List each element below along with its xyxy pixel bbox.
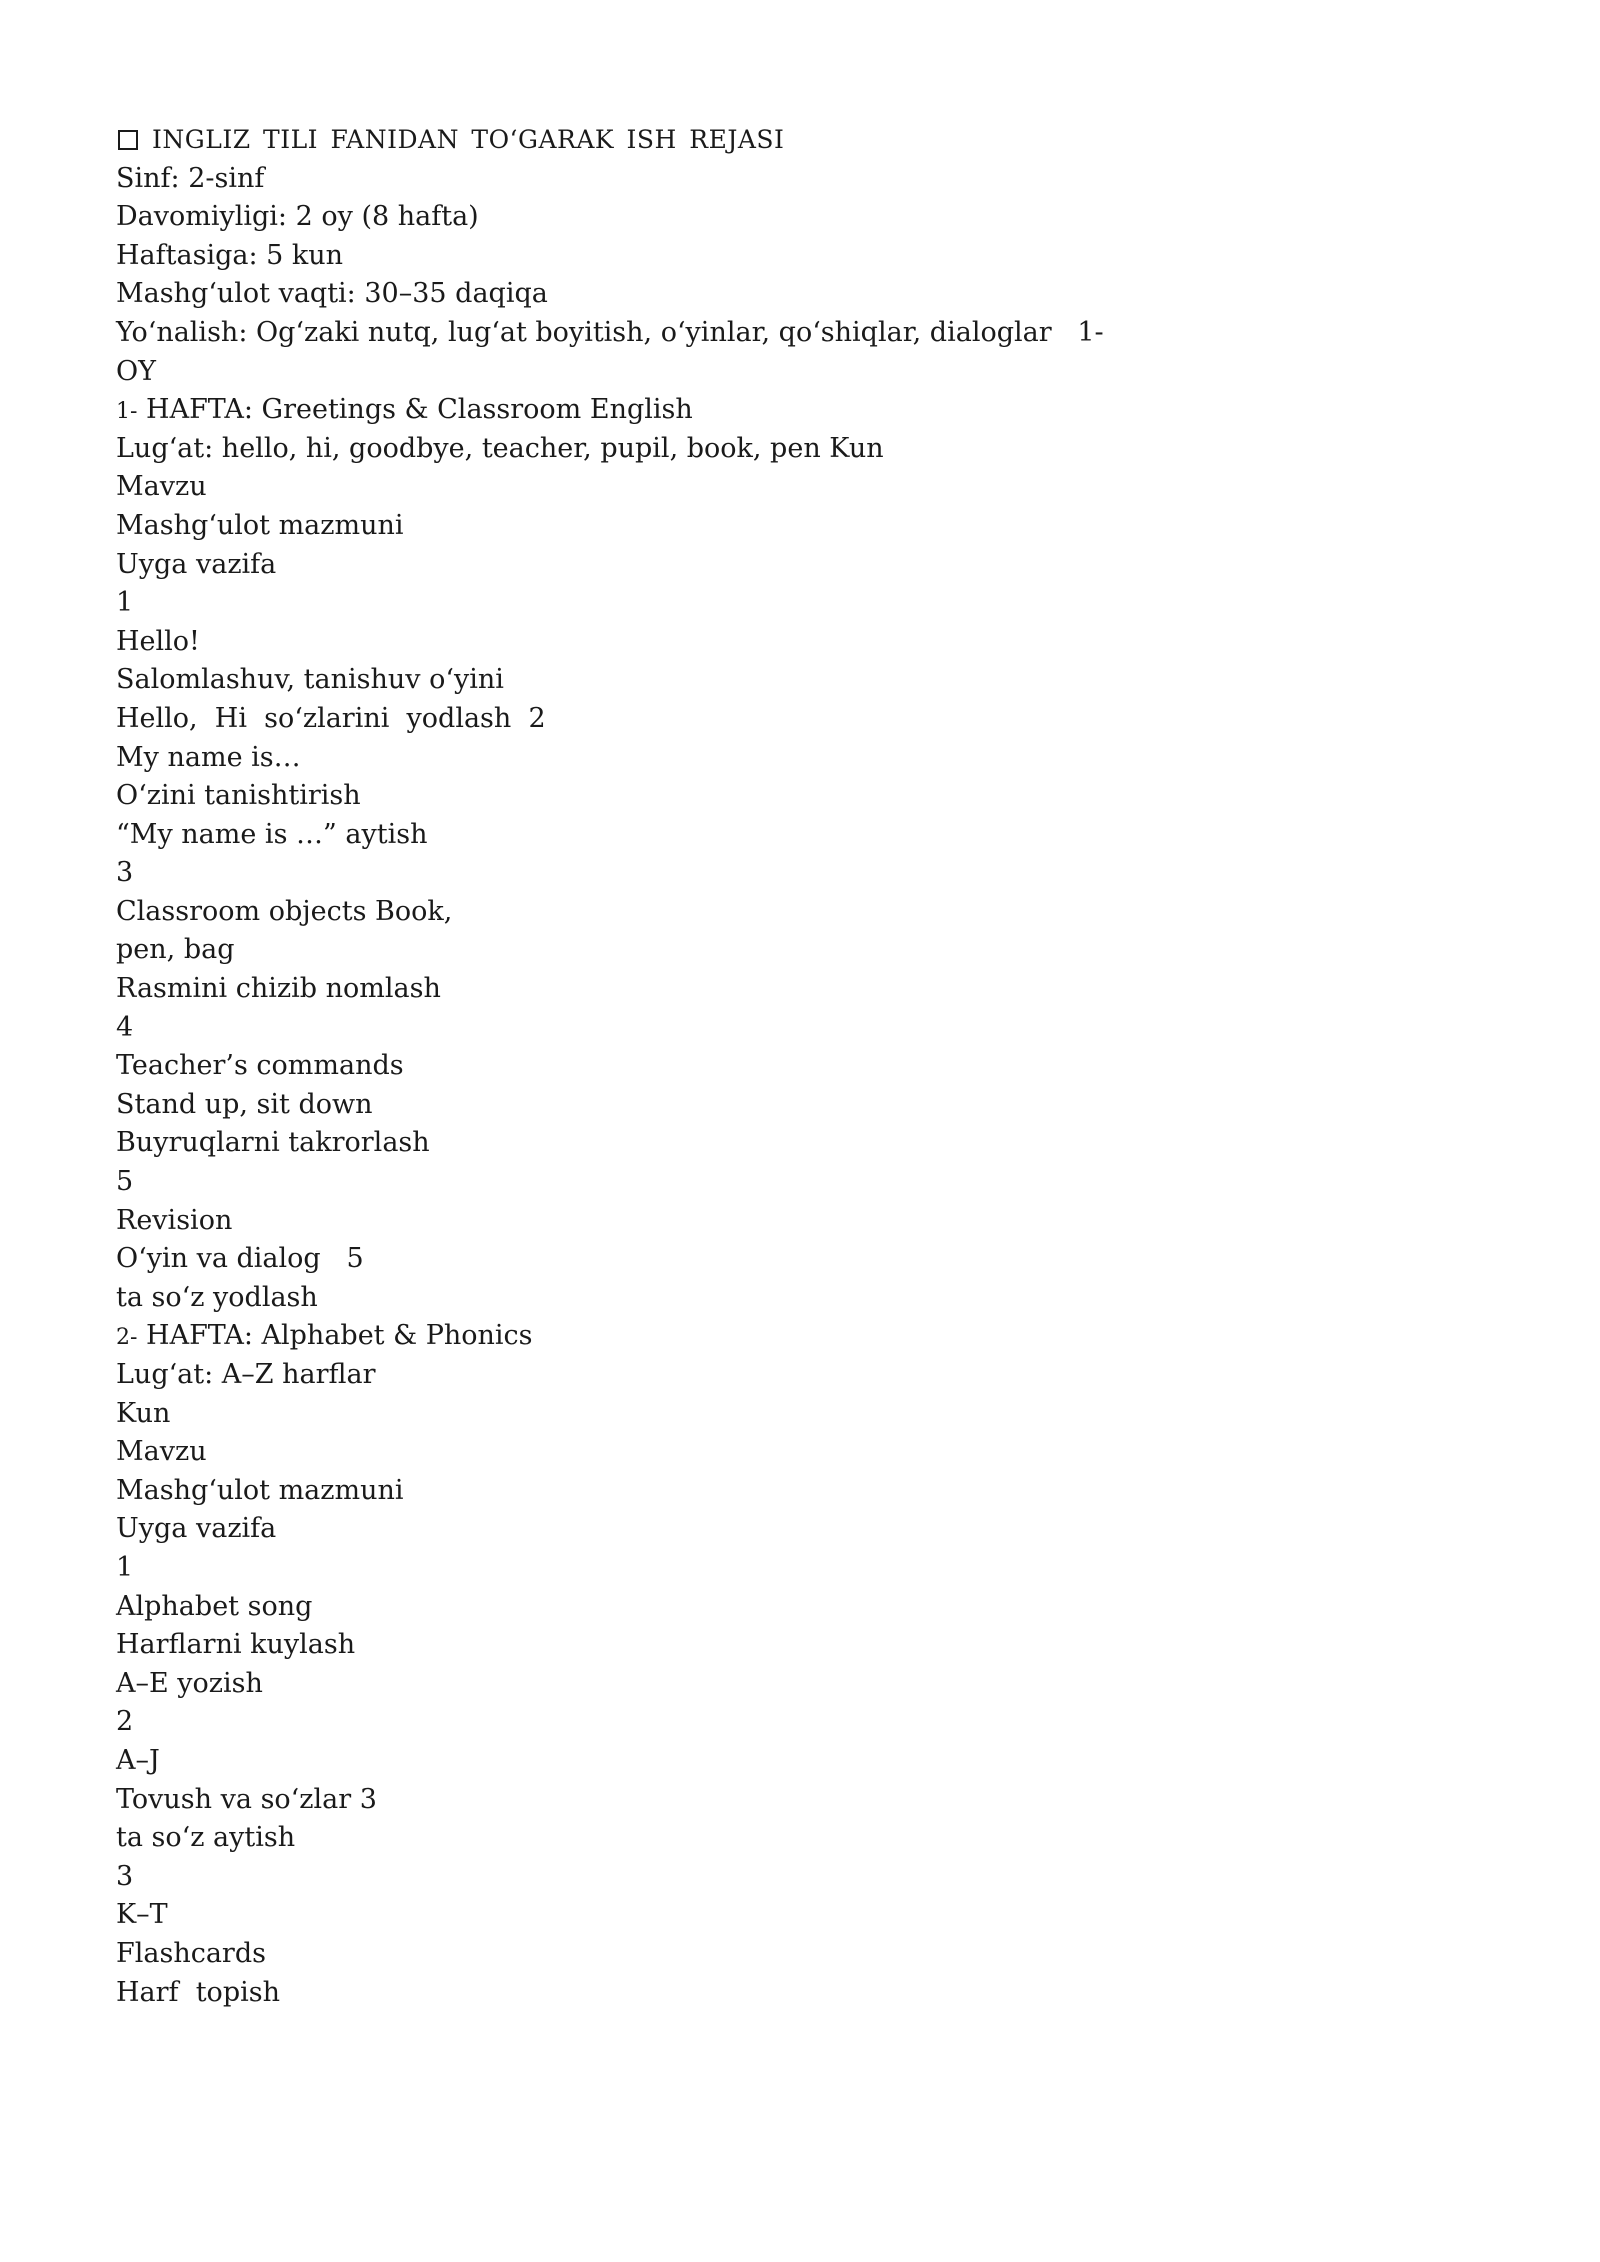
week1-heading xyxy=(116,391,1416,430)
week1-row-line: Hello, Hi so‘zlarini yodlash 2 xyxy=(116,702,546,734)
week1-row-line: O‘yin va dialog 5 xyxy=(116,1243,364,1275)
week1-row-line: 1 xyxy=(116,587,134,619)
document-body xyxy=(116,121,1416,2012)
meta-vaqt: Mashg‘ulot vaqti: 30–35 daqiqa xyxy=(116,278,548,310)
week2-col-mavzu: Mavzu xyxy=(116,1436,207,1468)
week1-col-mazmun: Mashg‘ulot mazmuni xyxy=(116,509,404,541)
week1-row-line: 3 xyxy=(116,857,134,889)
week1-heading-text: HAFTA: Greetings & Classroom English xyxy=(137,394,693,426)
week1-row-line: Classroom objects Book, xyxy=(116,895,453,927)
week2-row-line: Flashcards xyxy=(116,1937,266,1969)
week1-row-line: Rasmini chizib nomlash xyxy=(116,973,441,1005)
week1-row-line: Teacher’s commands xyxy=(116,1050,404,1082)
week2-row-line: 2 xyxy=(116,1706,134,1738)
week1-row-line: Stand up, sit down xyxy=(116,1088,373,1120)
week2-row-line: A–J xyxy=(116,1744,160,1776)
document-title: INGLIZ TILI FANIDAN TO‘GARAK ISH REJASI xyxy=(152,125,785,154)
week1-row-line: O‘zini tanishtirish xyxy=(116,780,361,812)
week2-row-line: Tovush va so‘zlar 3 xyxy=(116,1783,377,1815)
week1-row-line: My name is… xyxy=(116,741,301,773)
week2-row-line: A–E yozish xyxy=(116,1667,263,1699)
meta-haftasiga: Haftasiga: 5 kun xyxy=(116,239,344,271)
meta-yonalish: Yo‘nalish: Og‘zaki nutq, lug‘at boyitish, o‘yinlar, qo‘shiqlar, dialoglar 1- xyxy=(116,316,1104,348)
week2-row-line: 3 xyxy=(116,1860,134,1892)
week2-row-line: Harf topish xyxy=(116,1976,280,2008)
week1-number: 1- xyxy=(116,399,138,425)
week2-heading-text: HAFTA: Alphabet & Phonics xyxy=(137,1320,533,1352)
week1-col-vazifa: Uyga vazifa xyxy=(116,548,277,580)
week1-row-line: ta so‘z yodlash xyxy=(116,1281,318,1313)
week2-row-line: 1 xyxy=(116,1551,134,1583)
week1-row-line: Buyruqlarni takrorlash xyxy=(116,1127,430,1159)
meta-davomiyligi: Davomiyligi: 2 oy (8 hafta) xyxy=(116,201,479,233)
week2-row-line: ta so‘z aytish xyxy=(116,1822,296,1854)
week1-vocab: Lug‘at: hello, hi, goodbye, teacher, pupil, book, pen Kun xyxy=(116,432,884,464)
meta-sinf: Sinf: 2-sinf xyxy=(116,162,265,194)
week1-row-line: Revision xyxy=(116,1204,233,1236)
week2-row-line: K–T xyxy=(116,1899,168,1931)
week2-col-kun: Kun xyxy=(116,1397,171,1429)
week1-row-line: “My name is …” aytish xyxy=(116,818,428,850)
week2-vocab: Lug‘at: A–Z harflar xyxy=(116,1359,376,1390)
week1-row-line: 4 xyxy=(116,1011,134,1043)
week2-row-line: Harflarni kuylash xyxy=(116,1629,356,1661)
week2-col-mazmun: Mashg‘ulot mazmuni xyxy=(116,1474,404,1506)
week2-row-line: Alphabet song xyxy=(116,1590,313,1622)
week1-row-line: Salomlashuv, tanishuv o‘yini xyxy=(116,664,504,696)
document-title-line xyxy=(116,121,1416,160)
checkbox-icon xyxy=(118,130,138,150)
week1-row-line: 5 xyxy=(116,1166,134,1198)
week1-row-line: Hello! xyxy=(116,625,200,657)
month-label: OY xyxy=(116,355,156,387)
week2-col-vazifa: Uyga vazifa xyxy=(116,1513,277,1545)
week2-heading xyxy=(116,1317,1416,1356)
week1-col-mavzu: Mavzu xyxy=(116,471,207,503)
week1-row-line: pen, bag xyxy=(116,934,235,966)
week2-number: 2- xyxy=(116,1325,138,1351)
